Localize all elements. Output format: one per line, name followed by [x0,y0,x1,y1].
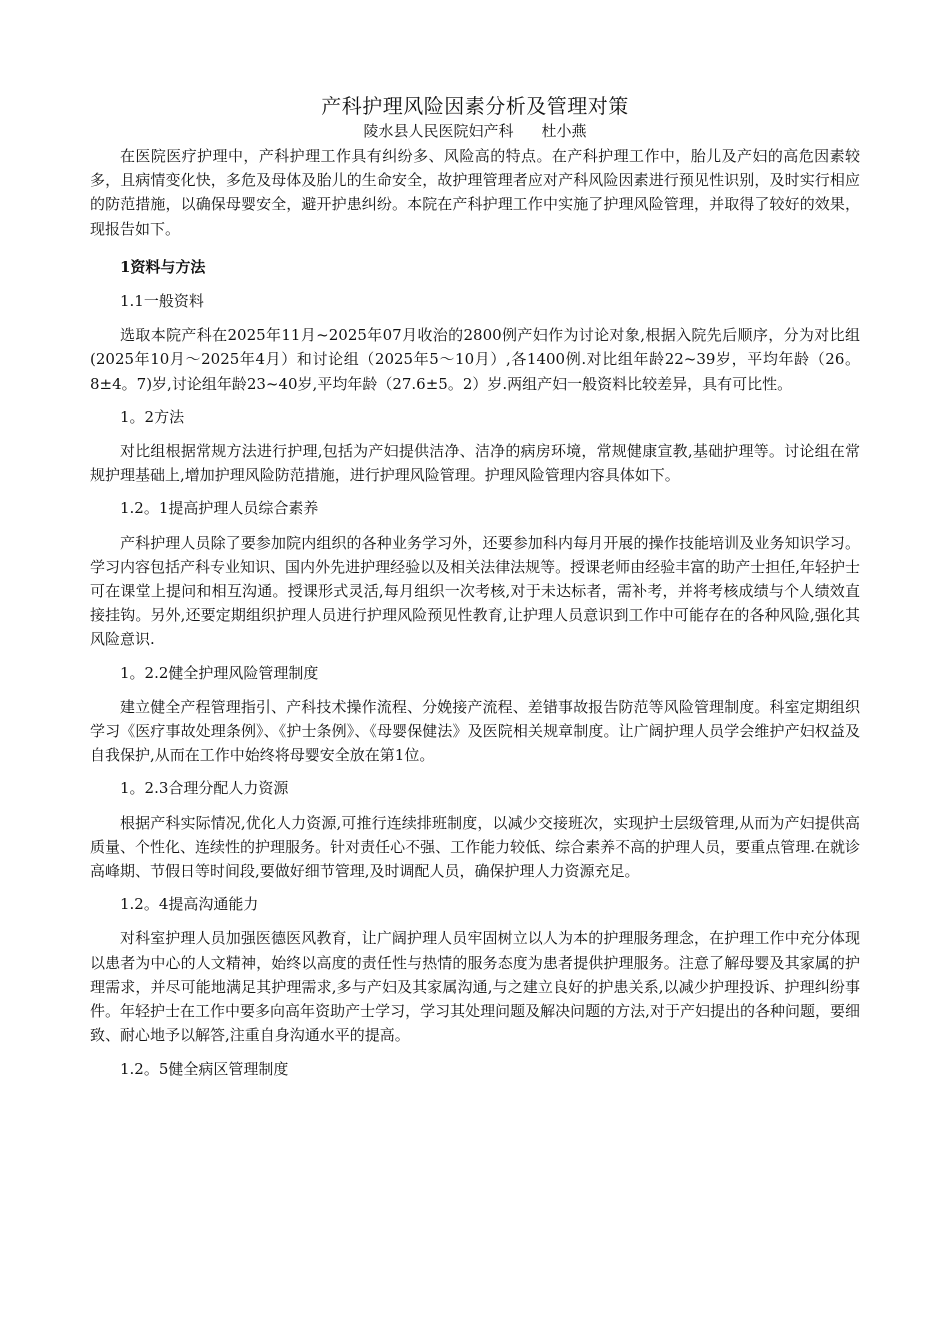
paragraph-1-2-2: 建立健全产程管理指引、产科技术操作流程、分娩接产流程、差错事故报告防范等风险管理制度。科室定期组织学习《医疗事故处理条例》、《护士条例》、《母婴保健法》及医院相关规章制度。让广阔护理人员学会维护产妇权益及自我保护,从而在工作中始终将母婴安全放在第1位。 [90,697,860,765]
affiliation: 陵水县人民医院妇产科 [363,122,514,140]
subsection-heading-1-2-3: 1。2.3合理分配人力资源 [120,779,289,798]
subsection-heading-1-2-1: 1.2。1提高护理人员综合素养 [120,499,319,518]
paragraph-1-2: 对比组根据常规方法进行护理,包括为产妇提供洁净、洁净的病房环境，常规健康宣教,基础护理等。讨论组在常规护理基础上,增加护理风险防范措施，进行护理风险管理。护理风险管理内容具体如下。 [90,442,860,485]
intro-paragraph: 在医院医疗护理中，产科护理工作具有纠纷多、风险高的特点。在产科护理工作中，胎儿及产妇的高危因素较多，且病情变化快，多危及母体及胎儿的生命安全，故护理管理者应对产科风险因素进行预见性识别，及时实行相应的防范措施，以确保母婴安全，避开护患纠纷。本院在产科护理工作中实施了护理风险管理，并取得了较好的效果，现报告如下。 [90,147,860,238]
paragraph-1-2-1: 产科护理人员除了要参加院内组织的各种业务学习外，还要参加科内每月开展的操作技能培训及业务知识学习。学习内容包括产科专业知识、国内外先进护理经验以及相关法律法规等。授课老师由经验丰富的助产士担任,年轻护士可在课堂上提问和相互沟通。授课形式灵活,每月组织一次考核,对于未达标者，需补考，并将考核成绩与个人绩效直接挂钩。另外,还要定期组织护理人员进行护理风险预见性教育,让护理人员意识到工作中可能存在的各种风险,强化其风险意识. [90,533,860,649]
subsection-heading-1-2: 1。2方法 [120,407,185,426]
subsection-heading-1-1: 1.1一般资料 [120,292,204,311]
author: 杜小燕 [541,122,587,140]
document-body [90,144,860,1091]
document-title: 产科护理风险因素分析及管理对策 [321,94,629,118]
section-heading-1: 1资料与方法 [120,257,206,276]
paragraph-1-2-3: 根据产科实际情况,优化人力资源,可推行连续排班制度，以减少交接班次，实现护士层级管理,从而为产妇提供高质量、个性化、连续性的护理服务。针对责任心不强、工作能力较低、综合素养不高的护理人员，要重点管理.在就诊高峰期、节假日等时间段,要做好细节管理,及时调配人员，确保护理人力资源充足。 [90,813,860,881]
byline [0,120,950,142]
paragraph-1-2-4: 对科室护理人员加强医德医风教育，让广阔护理人员牢固树立以人为本的护理服务理念，在护理工作中充分体现以患者为中心的人文精神，始终以高度的责任性与热情的服务态度为患者提供护理服务。注意了解母婴及其家属的护理需求，并尽可能地满足其护理需求,多与产妇及其家属沟通,与之建立良好的护患关系,以减少护理投诉、护理纠纷事件。年轻护士在工作中要多向高年资助产士学习，学习其处理问题及解决问题的方法,对于产妇提出的各种问题，要细致、耐心地予以解答,注重自身沟通水平的提高。 [90,929,860,1045]
subsection-heading-1-2-5: 1.2。5健全病区管理制度 [120,1059,289,1078]
subsection-heading-1-2-2: 1。2.2健全护理风险管理制度 [120,663,319,682]
paragraph-1-1: 选取本院产科在2025年11月~2025年07月收治的2800例产妇作为讨论对象,根据入院先后顺序，分为对比组(2025年10月～2025年4月）和讨论组（2025年5～10月）,各1400例.对比组年龄22~39岁，平均年龄（26。8±4。7)岁,讨论组年龄23~40岁,平均年龄（27.6±5。2）岁.两组产妇一般资料比较差异，具有可比性。 [90,326,860,393]
subsection-heading-1-2-4: 1.2。4提高沟通能力 [120,895,259,914]
